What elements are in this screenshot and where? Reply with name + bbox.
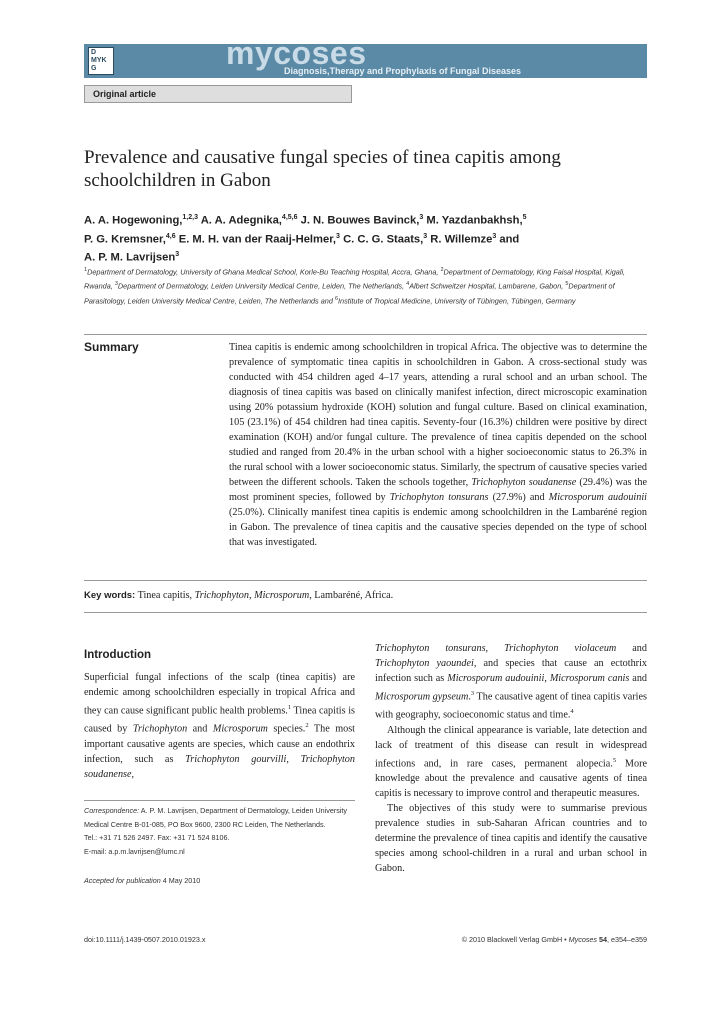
species-name: Microsporum audouinii xyxy=(447,673,545,684)
correspondence-label: Correspondence: xyxy=(84,806,140,815)
author-affil-ref: 3 xyxy=(175,251,180,259)
keyword-text: , Lambaréné, Africa. xyxy=(309,590,394,601)
author-name: M. Yazdanbakhsh, xyxy=(426,214,523,227)
species-name: Trichophyton gourvilli xyxy=(185,753,287,765)
intro-paragraph-3: The objectives of this study were to summarise previous prevalence studies in sub-Saharan African countries and to determine the prevalence of tinea capitis and identify the causative species among school-children in a rural and urban school in Gabon. xyxy=(375,803,647,875)
author-affil-ref: 3 xyxy=(419,214,424,221)
affiliation: Albert Schweitzer Hospital, Lambarene, Gabon, xyxy=(409,281,566,291)
correspondence-address xyxy=(84,804,355,831)
body-text-part: Tinea capitis is caused by xyxy=(84,705,355,735)
affil-number: 5 xyxy=(565,281,569,288)
author-affil-ref: 5 xyxy=(522,214,527,221)
species-name: Microsporum canis xyxy=(549,673,630,684)
journal-citation-name: Mycoses xyxy=(568,935,598,944)
affil-number: 3 xyxy=(114,281,118,288)
author-name: A. P. M. Lavrijsen xyxy=(84,252,176,265)
summary-top-divider xyxy=(84,334,647,335)
citation-ref: 1 xyxy=(287,704,292,711)
species-name: Microsporum audouinii xyxy=(548,492,648,503)
intro-paragraph-1 xyxy=(84,670,355,782)
logo-line-2: MYK xyxy=(91,57,107,64)
citation-ref: 2 xyxy=(305,722,309,730)
keywords-top-divider xyxy=(84,580,647,581)
body-text-part: , xyxy=(131,768,135,780)
body-text-part: More knowledge about the prevalence and causative agents of tinea capitis is necessary to improve control and therapeutic measures. xyxy=(375,758,647,800)
species-name: Trichophyton violaceum xyxy=(504,643,617,654)
keywords-label: Key words: xyxy=(84,590,136,601)
correspondence-footnote xyxy=(84,800,355,858)
body-text-part: , and species that cause an ectothrix infection such as xyxy=(375,658,647,684)
intro-paragraph-1-continued xyxy=(375,641,647,723)
keywords-bottom-divider xyxy=(84,612,647,613)
body-text-part: species. xyxy=(267,723,306,735)
author-affil-ref: 1,2,3 xyxy=(182,214,198,221)
keyword-text: Tinea capitis, xyxy=(135,590,195,601)
author-affil-ref: 4,5,6 xyxy=(281,214,298,221)
body-text-part: , xyxy=(485,643,505,654)
body-text-part: and xyxy=(616,643,647,654)
body-text-part: . xyxy=(468,691,471,703)
copyright-text: © 2010 Blackwell Verlag GmbH • xyxy=(461,935,569,944)
genus-name: Trichophyton xyxy=(132,723,188,735)
author-name: E. M. H. van der Raaij-Helmer, xyxy=(178,233,337,246)
summary-abstract xyxy=(229,340,647,550)
species-name: Trichophyton soudanense xyxy=(471,477,577,488)
journal-pages: , e354–e359 xyxy=(607,935,647,944)
accepted-date xyxy=(84,876,200,885)
summary-heading: Summary xyxy=(84,340,139,354)
author-name: A. A. Hogewoning, xyxy=(84,214,183,227)
intro-paragraph-2 xyxy=(375,723,647,801)
correspondence-email: E-mail: a.p.m.lavrijsen@lumc.nl xyxy=(84,846,185,856)
species-name: Trichophyton yaoundei xyxy=(375,658,474,669)
body-right-column xyxy=(375,641,647,876)
journal-volume: 54 xyxy=(597,935,608,944)
copyright-line xyxy=(462,935,647,944)
journal-logo xyxy=(88,47,114,75)
species-name: Trichophyton tonsurans xyxy=(389,492,489,503)
affiliation: Department of Dermatology, Leiden University Medical Centre, Leiden, The Netherlands, xyxy=(117,281,407,291)
accepted-date-value: 4 May 2010 xyxy=(160,876,201,885)
citation-ref: 5 xyxy=(612,756,617,764)
journal-subtitle: Diagnosis,Therapy and Prophylaxis of Fungal Diseases xyxy=(284,66,522,76)
logo-line-3: G xyxy=(91,65,97,72)
keyword-text: Trichophyton xyxy=(194,590,249,601)
summary-text-part: (29.4%) was the most prominent species, followed by xyxy=(229,477,648,503)
logo-line-1: D xyxy=(91,49,97,56)
affil-number: 4 xyxy=(406,281,410,288)
author-affil-ref: 4,6 xyxy=(165,232,176,240)
affiliation: Institute of Tropical Medicine, University of Tübingen, Tübingen, Germany xyxy=(338,296,576,306)
author-name: P. G. Kremsner, xyxy=(84,233,166,246)
citation-ref: 4 xyxy=(570,708,574,716)
body-text-part: , xyxy=(544,673,550,684)
accepted-label: Accepted for publication xyxy=(84,876,161,885)
genus-name: Microsporum xyxy=(212,723,268,735)
affiliations xyxy=(84,264,650,307)
affil-number: 2 xyxy=(440,267,444,273)
correspondence-text: A. P. M. Lavrijsen, Department of Dermatology, Leiden University Medical Centre B-01-085, PO Box 9600, 2300 RC Leiden, The Netherlands. xyxy=(84,806,348,829)
body-text-part: The causative agent of tinea capitis varies with geography, socioeconomic status and time. xyxy=(375,691,647,721)
species-name: Microsporum gypseum xyxy=(375,691,469,703)
author-affil-ref: 3 xyxy=(492,232,497,240)
affiliation: Department of Parasitology, Leiden University Medical Centre, Leiden, The Netherlands and xyxy=(84,281,615,306)
author-name: R. Willemze xyxy=(430,233,493,246)
keyword-text: , xyxy=(249,590,255,601)
species-name: Trichophyton soudanense xyxy=(84,753,355,780)
journal-name: mycoses xyxy=(226,35,367,71)
keywords xyxy=(84,589,647,603)
summary-text-part: Tinea capitis is endemic among schoolchildren in tropical Africa. The objective was to determine the prevalence of symptomatic tinea capitis in schoolchildren in Gabon. A cross-sectional study was conducted with 454 children aged 4–17 years, attending a rural school and an urban school. The diagnosis of tinea capitis was based on clinically manifest infection, direct microscopic examination using 20% potassium hydroxide (KOH) solution and fungal culture. Based on clinical examination, 105 (23.1%) of 454 children had tinea capitis. Seventy-four (16.3%) children were positive by direct examination (KOH) and/or fungal culture. The prevalence of tinea capitis depended on the school studied and ranged from 20.4% in the urban school with a higher socioeconomic status to 26.3% in the rural school with a lower socioeconomic status. Similarly, the spectrum of causative species varied between the different schools. Taken the schools together, xyxy=(229,342,647,488)
body-text-part: Superficial fungal infections of the scalp (tinea capitis) are endemic among schoolchildren especially in tropical Africa and they can cause significant public health problems. xyxy=(84,672,355,717)
correspondence-phone: Tel.: +31 71 526 2497. Fax: +31 71 524 8106. xyxy=(84,833,230,842)
summary-text-part: (25.0%). Clinically manifest tinea capitis is endemic among schoolchildren in the Lambaréné region in Gabon. The prevalence of tinea capitis and the causative species depended on the type of school that was investigated. xyxy=(229,507,647,548)
body-left-column xyxy=(84,648,355,782)
affiliation: Department of Dermatology, University of Ghana Medical School, Korle-Bu Teaching Hospital, Accra, Ghana, xyxy=(87,267,441,277)
body-text-part: and xyxy=(187,723,213,735)
affil-number: 6 xyxy=(334,295,338,302)
doi: doi:10.1111/j.1439-0507.2010.01923.x xyxy=(84,935,206,944)
author-conjunction: and xyxy=(499,233,520,246)
author-name: J. N. Bouwes Bavinck, xyxy=(300,214,420,227)
body-text-part: and xyxy=(629,673,648,684)
body-text-part: , xyxy=(286,753,301,765)
article-title: Prevalence and causative fungal species of tinea capitis among schoolchildren in Gabon xyxy=(84,147,561,191)
author-name: C. C. G. Staats, xyxy=(343,233,424,246)
affiliation: Department of Dermatology, King Faisal Hospital, Kigali, Rwanda, xyxy=(84,267,626,291)
author-affil-ref: 3 xyxy=(336,232,340,240)
author-affil-ref: 3 xyxy=(423,232,428,240)
body-text-part: The most important causative agents are species, which cause an endothrix infection, such as xyxy=(84,723,356,765)
keyword-text: Microsporum xyxy=(254,590,310,601)
introduction-heading: Introduction xyxy=(84,649,152,661)
article-type-label: Original article xyxy=(84,85,352,103)
citation-ref: 3 xyxy=(470,690,475,697)
body-text-part: Although the clinical appearance is variable, late detection and lack of treatment of this disease can result in widespread infections and, in rare cases, permanent alopecia. xyxy=(375,724,647,770)
species-name: Trichophyton tonsurans xyxy=(375,643,486,654)
summary-text-part: (27.9%) and xyxy=(488,492,549,503)
author-list xyxy=(84,210,644,266)
affil-number: 1 xyxy=(84,267,88,273)
author-name: A. A. Adegnika, xyxy=(200,214,282,227)
